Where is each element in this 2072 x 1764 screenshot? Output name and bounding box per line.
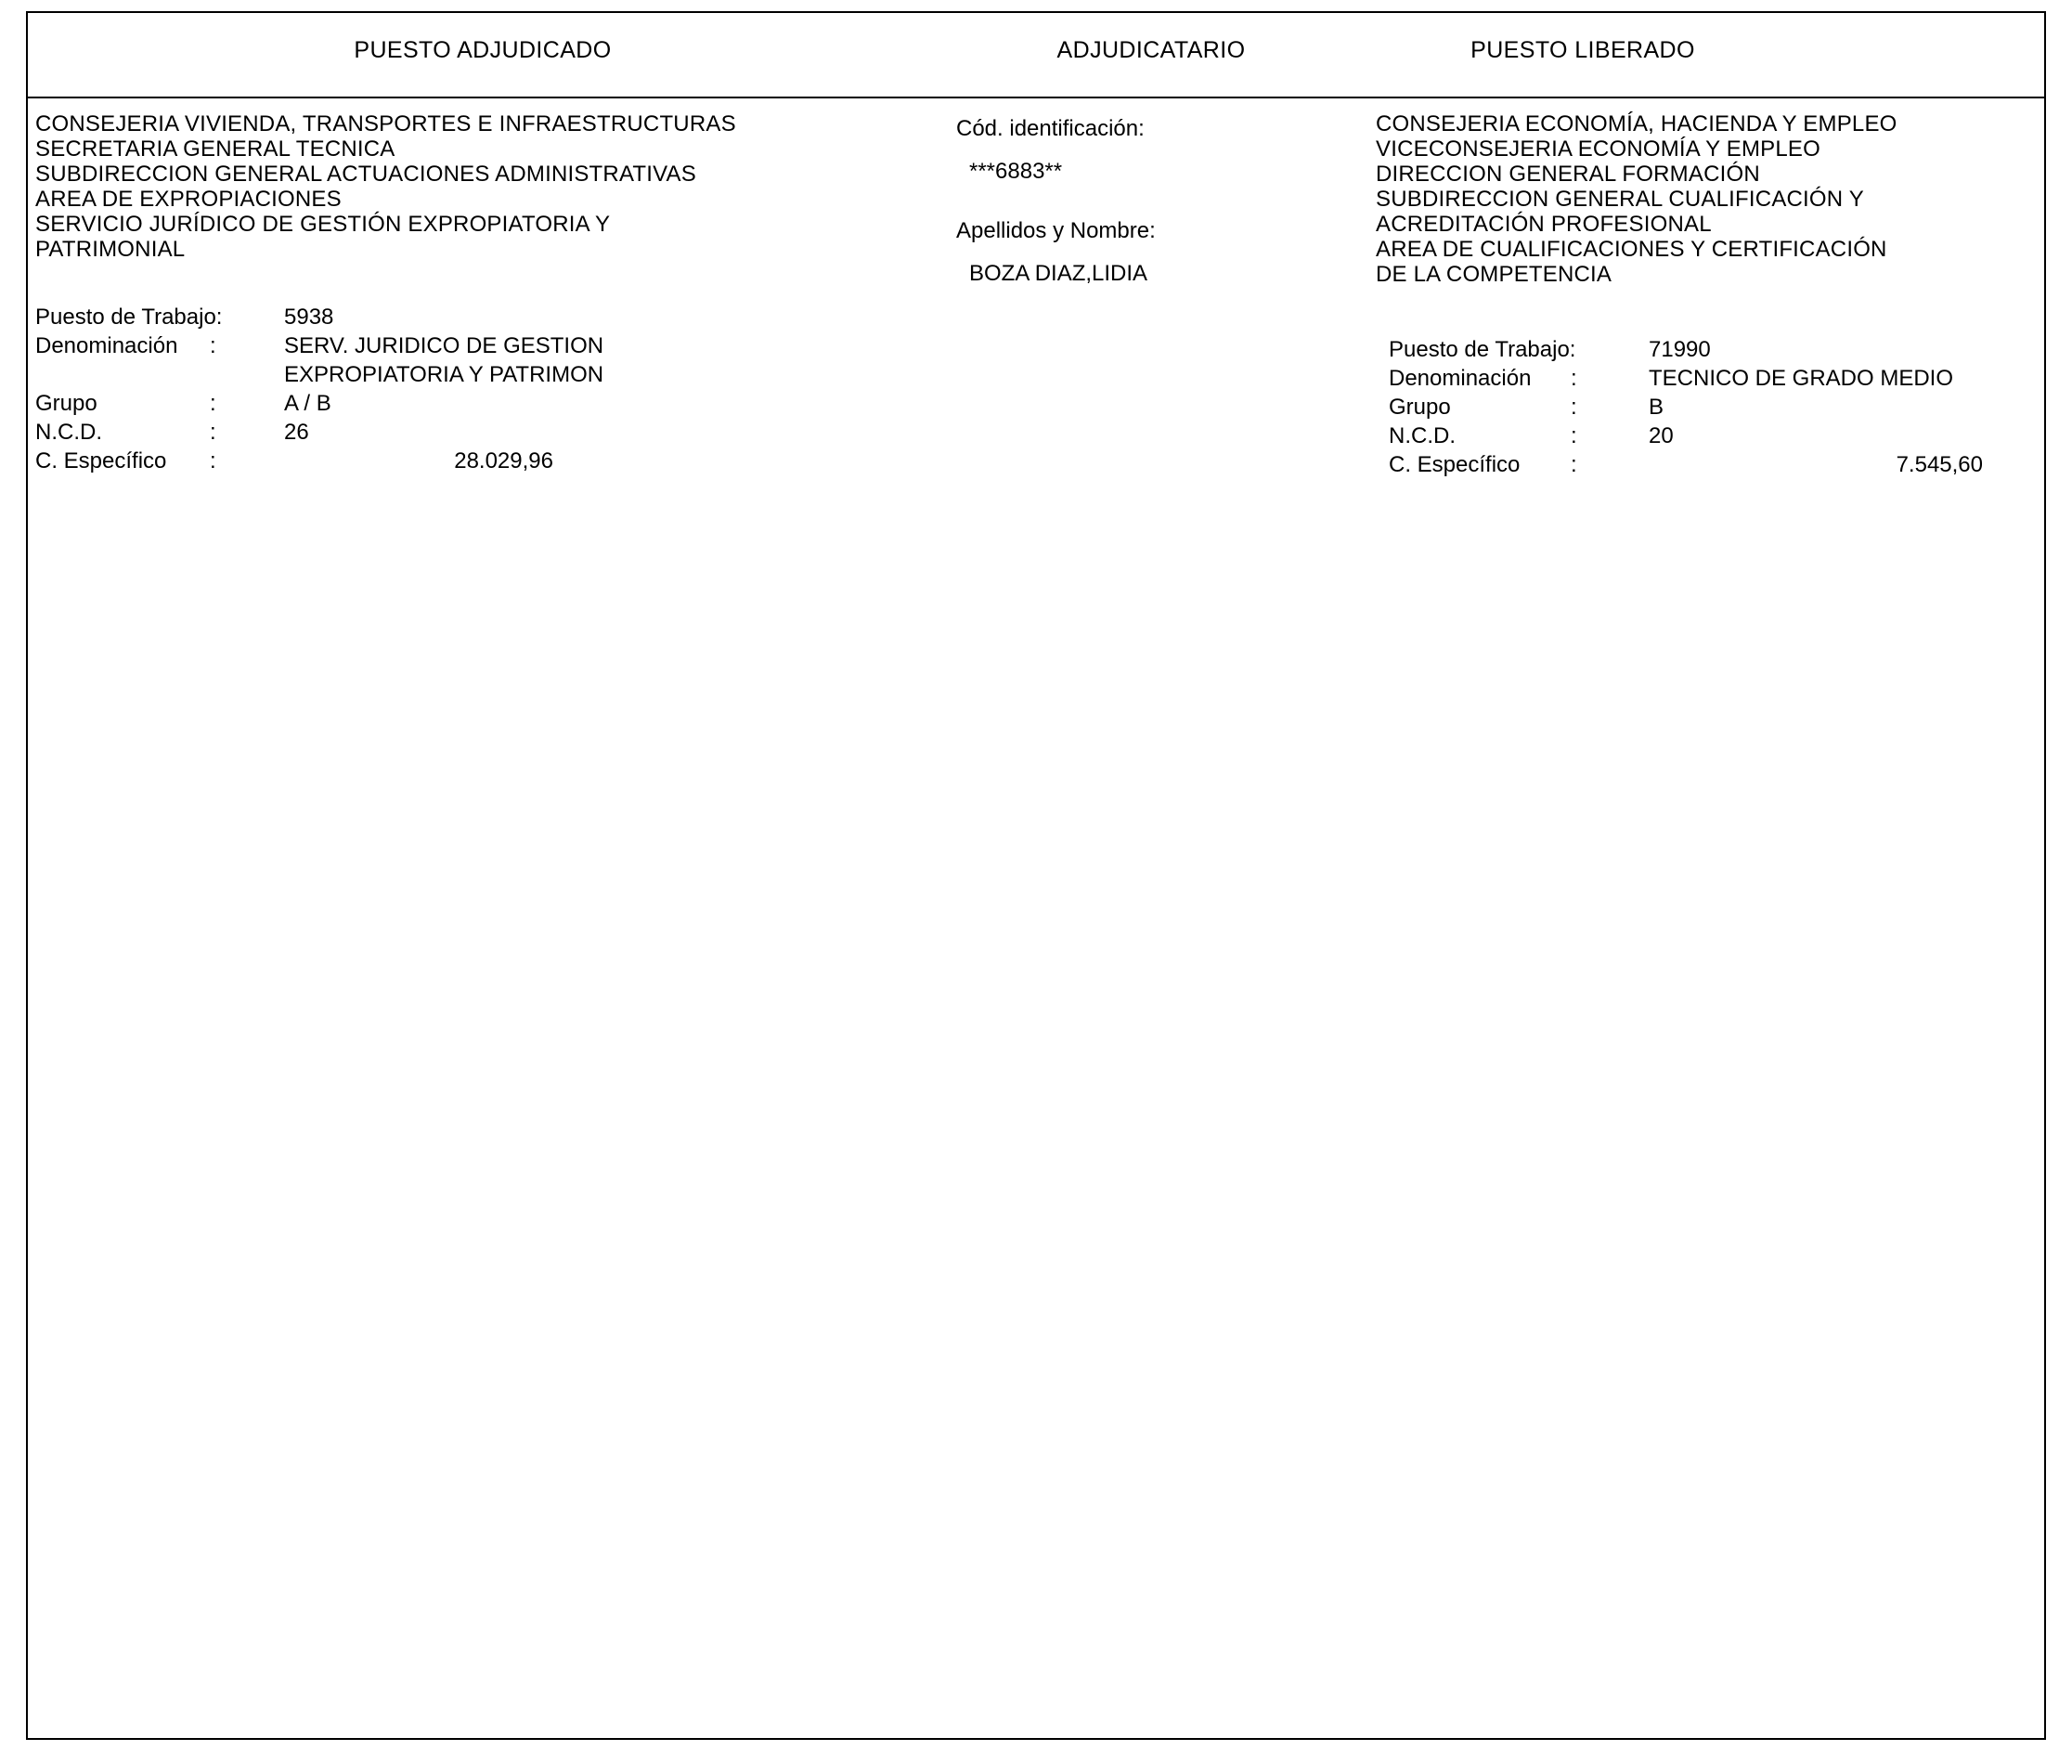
field-label: C. Específico bbox=[1389, 452, 1521, 477]
organigrama-adjudicado bbox=[35, 111, 926, 262]
field-grupo bbox=[35, 389, 926, 418]
field-value: SERV. JURIDICO DE GESTION bbox=[284, 333, 604, 358]
field-puesto-de-trabajo bbox=[35, 303, 926, 331]
adjudication-table bbox=[26, 11, 2046, 1740]
cell-adjudicatario bbox=[956, 98, 1355, 288]
field-label: Grupo bbox=[1389, 395, 1451, 420]
field-label: Puesto de Trabajo: bbox=[1389, 337, 1576, 362]
fields-liberado bbox=[1389, 335, 2016, 479]
organigrama-line: SECRETARIA GENERAL TECNICA bbox=[35, 136, 395, 162]
label-apellidos-nombre: Apellidos y Nombre: bbox=[956, 218, 1156, 243]
field-value: 28.029,96 bbox=[454, 448, 553, 473]
organigrama-line: CONSEJERIA ECONOMÍA, HACIENDA Y EMPLEO bbox=[1376, 111, 1897, 136]
field-complemento-especifico bbox=[1389, 450, 2016, 479]
cell-puesto-adjudicado bbox=[35, 98, 926, 475]
field-complemento-especifico bbox=[35, 447, 926, 475]
field-label: N.C.D. bbox=[1389, 423, 1456, 448]
field-value: 26 bbox=[284, 420, 309, 445]
organigrama-line: PATRIMONIAL bbox=[35, 237, 186, 262]
field-puesto-de-trabajo bbox=[1389, 335, 2016, 364]
field-label: N.C.D. bbox=[35, 420, 102, 445]
field-colon: : bbox=[210, 420, 216, 445]
column-header-puesto-adjudicado: PUESTO ADJUDICADO bbox=[354, 37, 612, 63]
field-colon: : bbox=[1571, 395, 1577, 420]
organigrama-line: SUBDIRECCION GENERAL ACTUACIONES ADMINISTRATIVAS bbox=[35, 162, 696, 187]
organigrama-line: AREA DE EXPROPIACIONES bbox=[35, 187, 342, 212]
field-label: Denominación bbox=[35, 333, 178, 358]
organigrama-line: DE LA COMPETENCIA bbox=[1376, 262, 1612, 287]
field-value: B bbox=[1649, 395, 1664, 420]
field-label: Denominación bbox=[1389, 366, 1532, 391]
column-header-adjudicatario: ADJUDICATARIO bbox=[1056, 37, 1246, 63]
cell-puesto-liberado bbox=[1376, 98, 2016, 479]
field-value: A / B bbox=[284, 391, 331, 416]
organigrama-line: SERVICIO JURÍDICO DE GESTIÓN EXPROPIATORIA Y bbox=[35, 212, 611, 237]
field-grupo bbox=[1389, 393, 2016, 422]
value-cod-identificacion: ***6883** bbox=[969, 159, 1063, 184]
field-label: C. Específico bbox=[35, 448, 167, 473]
field-colon: : bbox=[210, 391, 216, 416]
organigrama-line: SUBDIRECCION GENERAL CUALIFICACIÓN Y bbox=[1376, 187, 1864, 212]
field-value: 5938 bbox=[284, 305, 334, 330]
field-ncd bbox=[1389, 422, 2016, 450]
field-value: 20 bbox=[1649, 423, 1674, 448]
field-denominacion-continuation bbox=[35, 360, 926, 389]
organigrama-line: VICECONSEJERIA ECONOMÍA Y EMPLEO bbox=[1376, 136, 1820, 162]
field-colon: : bbox=[1571, 452, 1577, 477]
table-body bbox=[28, 98, 2044, 1738]
field-value: TECNICO DE GRADO MEDIO bbox=[1649, 366, 1954, 391]
table-header-row bbox=[28, 13, 2044, 98]
field-value-continuation: EXPROPIATORIA Y PATRIMON bbox=[284, 362, 604, 387]
fields-adjudicado bbox=[35, 303, 926, 475]
field-label: Grupo bbox=[35, 391, 97, 416]
field-value: 71990 bbox=[1649, 337, 1711, 362]
field-label: Puesto de Trabajo: bbox=[35, 305, 223, 330]
field-colon: : bbox=[210, 448, 216, 473]
organigrama-line: CONSEJERIA VIVIENDA, TRANSPORTES E INFRAESTRUCTURAS bbox=[35, 111, 736, 136]
organigrama-line: DIRECCION GENERAL FORMACIÓN bbox=[1376, 162, 1760, 187]
organigrama-line: AREA DE CUALIFICACIONES Y CERTIFICACIÓN bbox=[1376, 237, 1887, 262]
field-colon: : bbox=[1571, 423, 1577, 448]
field-denominacion bbox=[35, 331, 926, 360]
field-colon: : bbox=[1571, 366, 1577, 391]
field-denominacion bbox=[1389, 364, 2016, 393]
label-cod-identificacion: Cód. identificación: bbox=[956, 116, 1145, 141]
value-apellidos-nombre: BOZA DIAZ,LIDIA bbox=[969, 261, 1148, 286]
field-colon: : bbox=[210, 333, 216, 358]
organigrama-line: ACREDITACIÓN PROFESIONAL bbox=[1376, 212, 1712, 237]
organigrama-liberado bbox=[1376, 111, 2016, 287]
column-header-puesto-liberado: PUESTO LIBERADO bbox=[1470, 37, 1695, 63]
field-value: 7.545,60 bbox=[1896, 452, 1983, 477]
field-ncd bbox=[35, 418, 926, 447]
